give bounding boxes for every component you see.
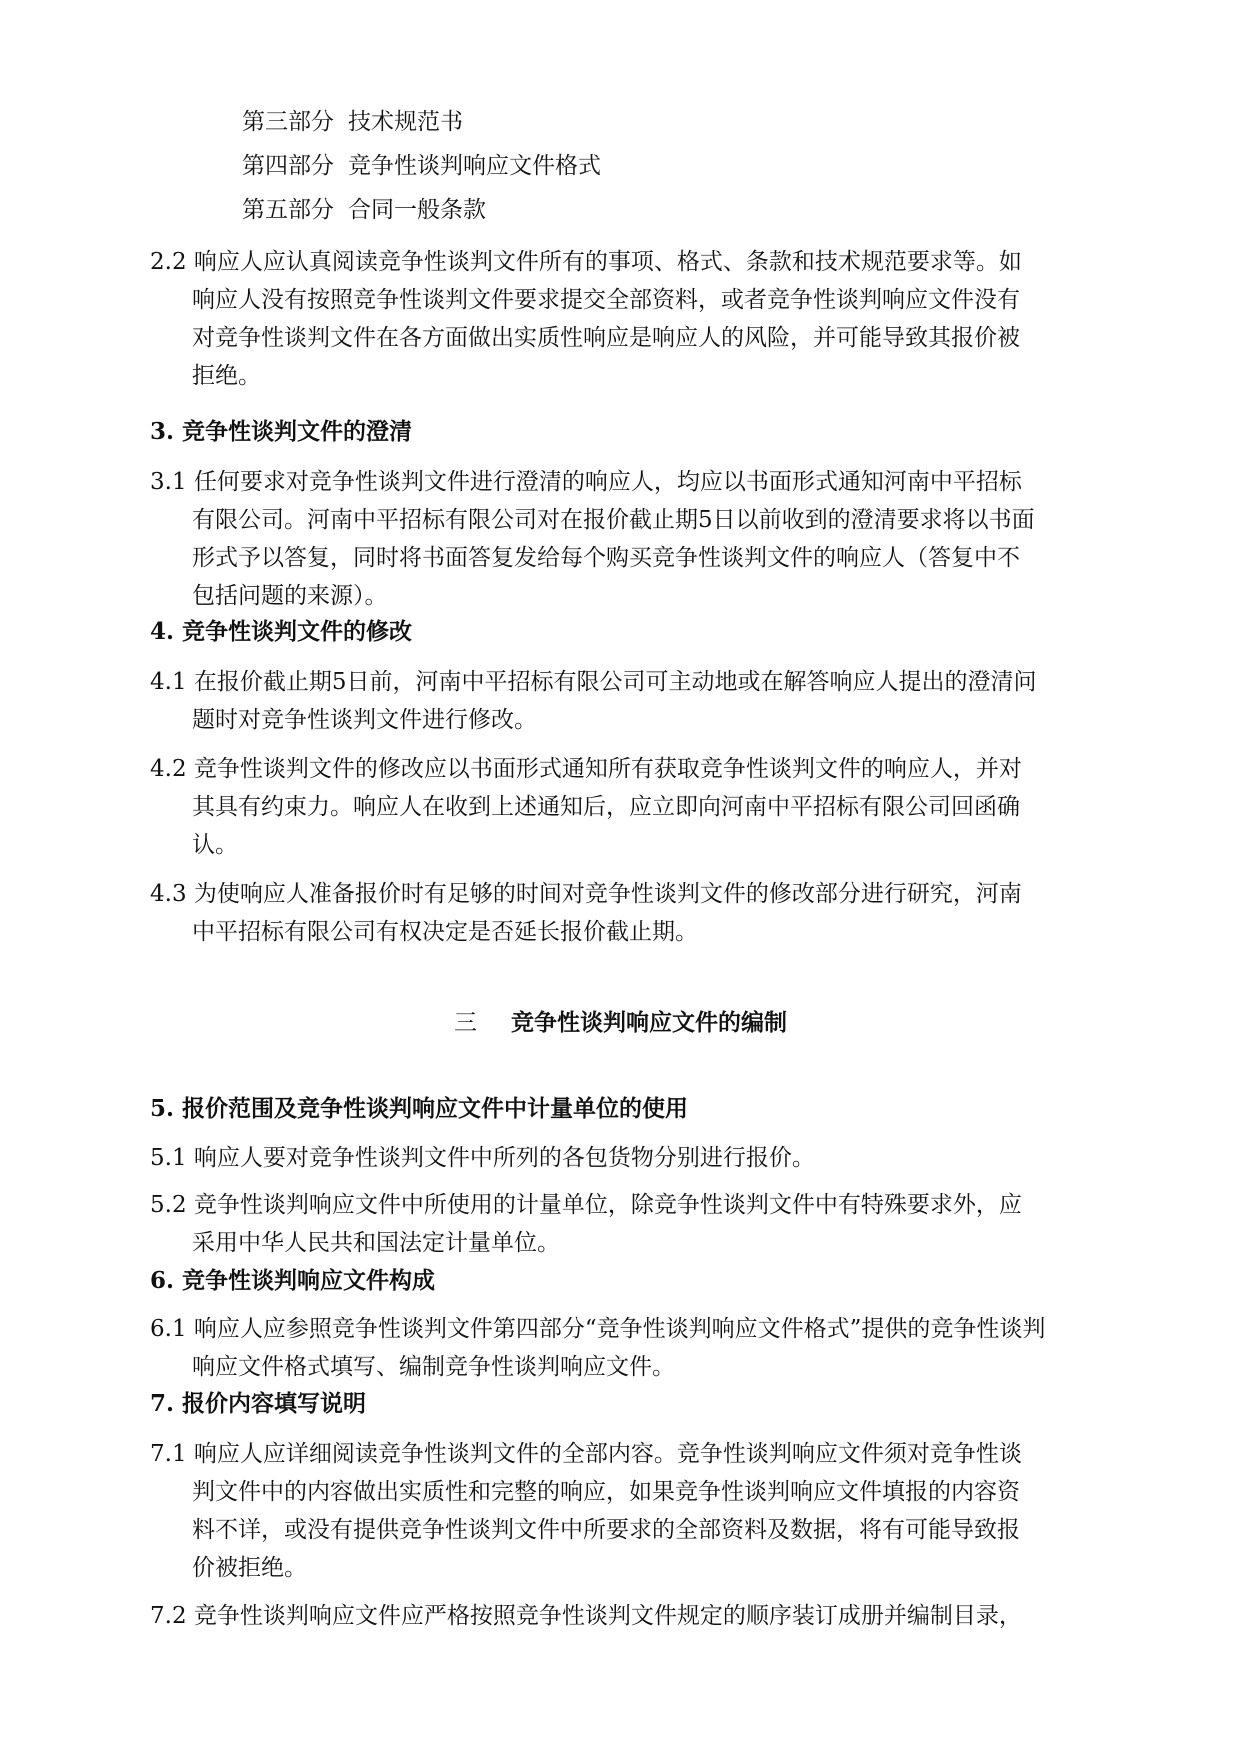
paragraph-line: 5.2 竞争性谈判响应文件中所使用的计量单位，除竞争性谈判文件中有特殊要求外，应 [150,1192,1022,1218]
heading-5: 5. 报价范围及竞争性谈判响应文件中计量单位的使用 [150,1095,689,1122]
paragraph-line: 认。 [192,832,238,858]
paragraph-line: 4.2 竞争性谈判文件的修改应以书面形式通知所有获取竞争性谈判文件的响应人，并对 [150,756,1022,782]
toc-part-title: 竞争性谈判响应文件格式 [348,153,601,179]
paragraph-line: 2.2 响应人应认真阅读竞争性谈判文件所有的事项、格式、条款和技术规范要求等。如 [150,249,1022,275]
paragraph-line: 响应人没有按照竞争性谈判文件要求提交全部资料，或者竞争性谈判响应文件没有 [192,287,1020,313]
heading-3: 3. 竞争性谈判文件的澄清 [150,418,413,445]
toc-part-title: 合同一般条款 [348,197,486,223]
paragraph-line: 题时对竞争性谈判文件进行修改。 [192,707,537,733]
paragraph-4-2 [150,750,1110,864]
paragraph-7-2 [150,1597,1110,1635]
toc-item-part4 [242,151,601,181]
paragraph-4-3 [150,875,1110,951]
paragraph-line: 3.1 任何要求对竞争性谈判文件进行澄清的响应人，均应以书面形式通知河南中平招标 [150,469,1022,495]
paragraph-line: 包括问题的来源）。 [192,583,388,609]
paragraph-line: 拒绝。 [192,363,261,389]
paragraph-2-2 [150,243,1110,395]
section-number: 三 [454,1010,477,1036]
heading-6: 6. 竞争性谈判响应文件构成 [150,1267,436,1294]
paragraph-line: 7.1 响应人应详细阅读竞争性谈判文件的全部内容。竞争性谈判响应文件须对竞争性谈 [150,1441,1022,1467]
paragraph-6-1 [150,1310,1110,1386]
paragraph-line: 有限公司。河南中平招标有限公司对在报价截止期5日以前收到的澄清要求将以书面 [192,507,1035,533]
paragraph-line: 对竞争性谈判文件在各方面做出实质性响应是响应人的风险，并可能导致其报价被 [192,325,1020,351]
toc-part-label: 第三部分 [242,109,334,135]
paragraph-line: 6.1 响应人应参照竞争性谈判文件第四部分“竞争性谈判响应文件格式”提供的竞争性谈判 [150,1316,1046,1342]
paragraph-line: 7.2 竞争性谈判响应文件应严格按照竞争性谈判文件规定的顺序装订成册并编制目录， [150,1603,1022,1629]
section-title-text: 竞争性谈判响应文件的编制 [511,1009,787,1036]
paragraph-line: 中平招标有限公司有权决定是否延长报价截止期。 [192,919,698,945]
paragraph-7-1 [150,1435,1110,1587]
heading-4: 4. 竞争性谈判文件的修改 [150,618,413,645]
heading-7: 7. 报价内容填写说明 [150,1390,367,1417]
paragraph-5-2 [150,1186,1110,1262]
paragraph-line: 形式予以答复，同时将书面答复发给每个购买竞争性谈判文件的响应人（答复中不 [192,545,1020,571]
section-title [0,1008,1241,1038]
toc-part-title: 技术规范书 [348,109,463,135]
paragraph-line: 料不详，或没有提供竞争性谈判文件中所要求的全部资料及数据，将有可能导致报 [192,1517,1020,1543]
paragraph-line: 判文件中的内容做出实质性和完整的响应，如果竞争性谈判响应文件填报的内容资 [192,1479,1020,1505]
toc-item-part5 [242,195,486,225]
paragraph-3-1 [150,463,1110,615]
toc-item-part3 [242,107,463,137]
paragraph-line: 响应文件格式填写、编制竞争性谈判响应文件。 [192,1354,675,1380]
paragraph-4-1 [150,663,1110,739]
paragraph-line: 5.1 响应人要对竞争性谈判文件中所列的各包货物分别进行报价。 [150,1145,815,1171]
toc-part-label: 第五部分 [242,197,334,223]
paragraph-line: 采用中华人民共和国法定计量单位。 [192,1230,560,1256]
paragraph-5-1 [150,1139,1110,1177]
paragraph-line: 其具有约束力。响应人在收到上述通知后，应立即向河南中平招标有限公司回函确 [192,794,1020,820]
paragraph-line: 4.3 为使响应人准备报价时有足够的时间对竞争性谈判文件的修改部分进行研究，河南 [150,881,1022,907]
toc-part-label: 第四部分 [242,153,334,179]
paragraph-line: 4.1 在报价截止期5日前，河南中平招标有限公司可主动地或在解答响应人提出的澄清问 [150,669,1037,695]
paragraph-line: 价被拒绝。 [192,1555,307,1581]
